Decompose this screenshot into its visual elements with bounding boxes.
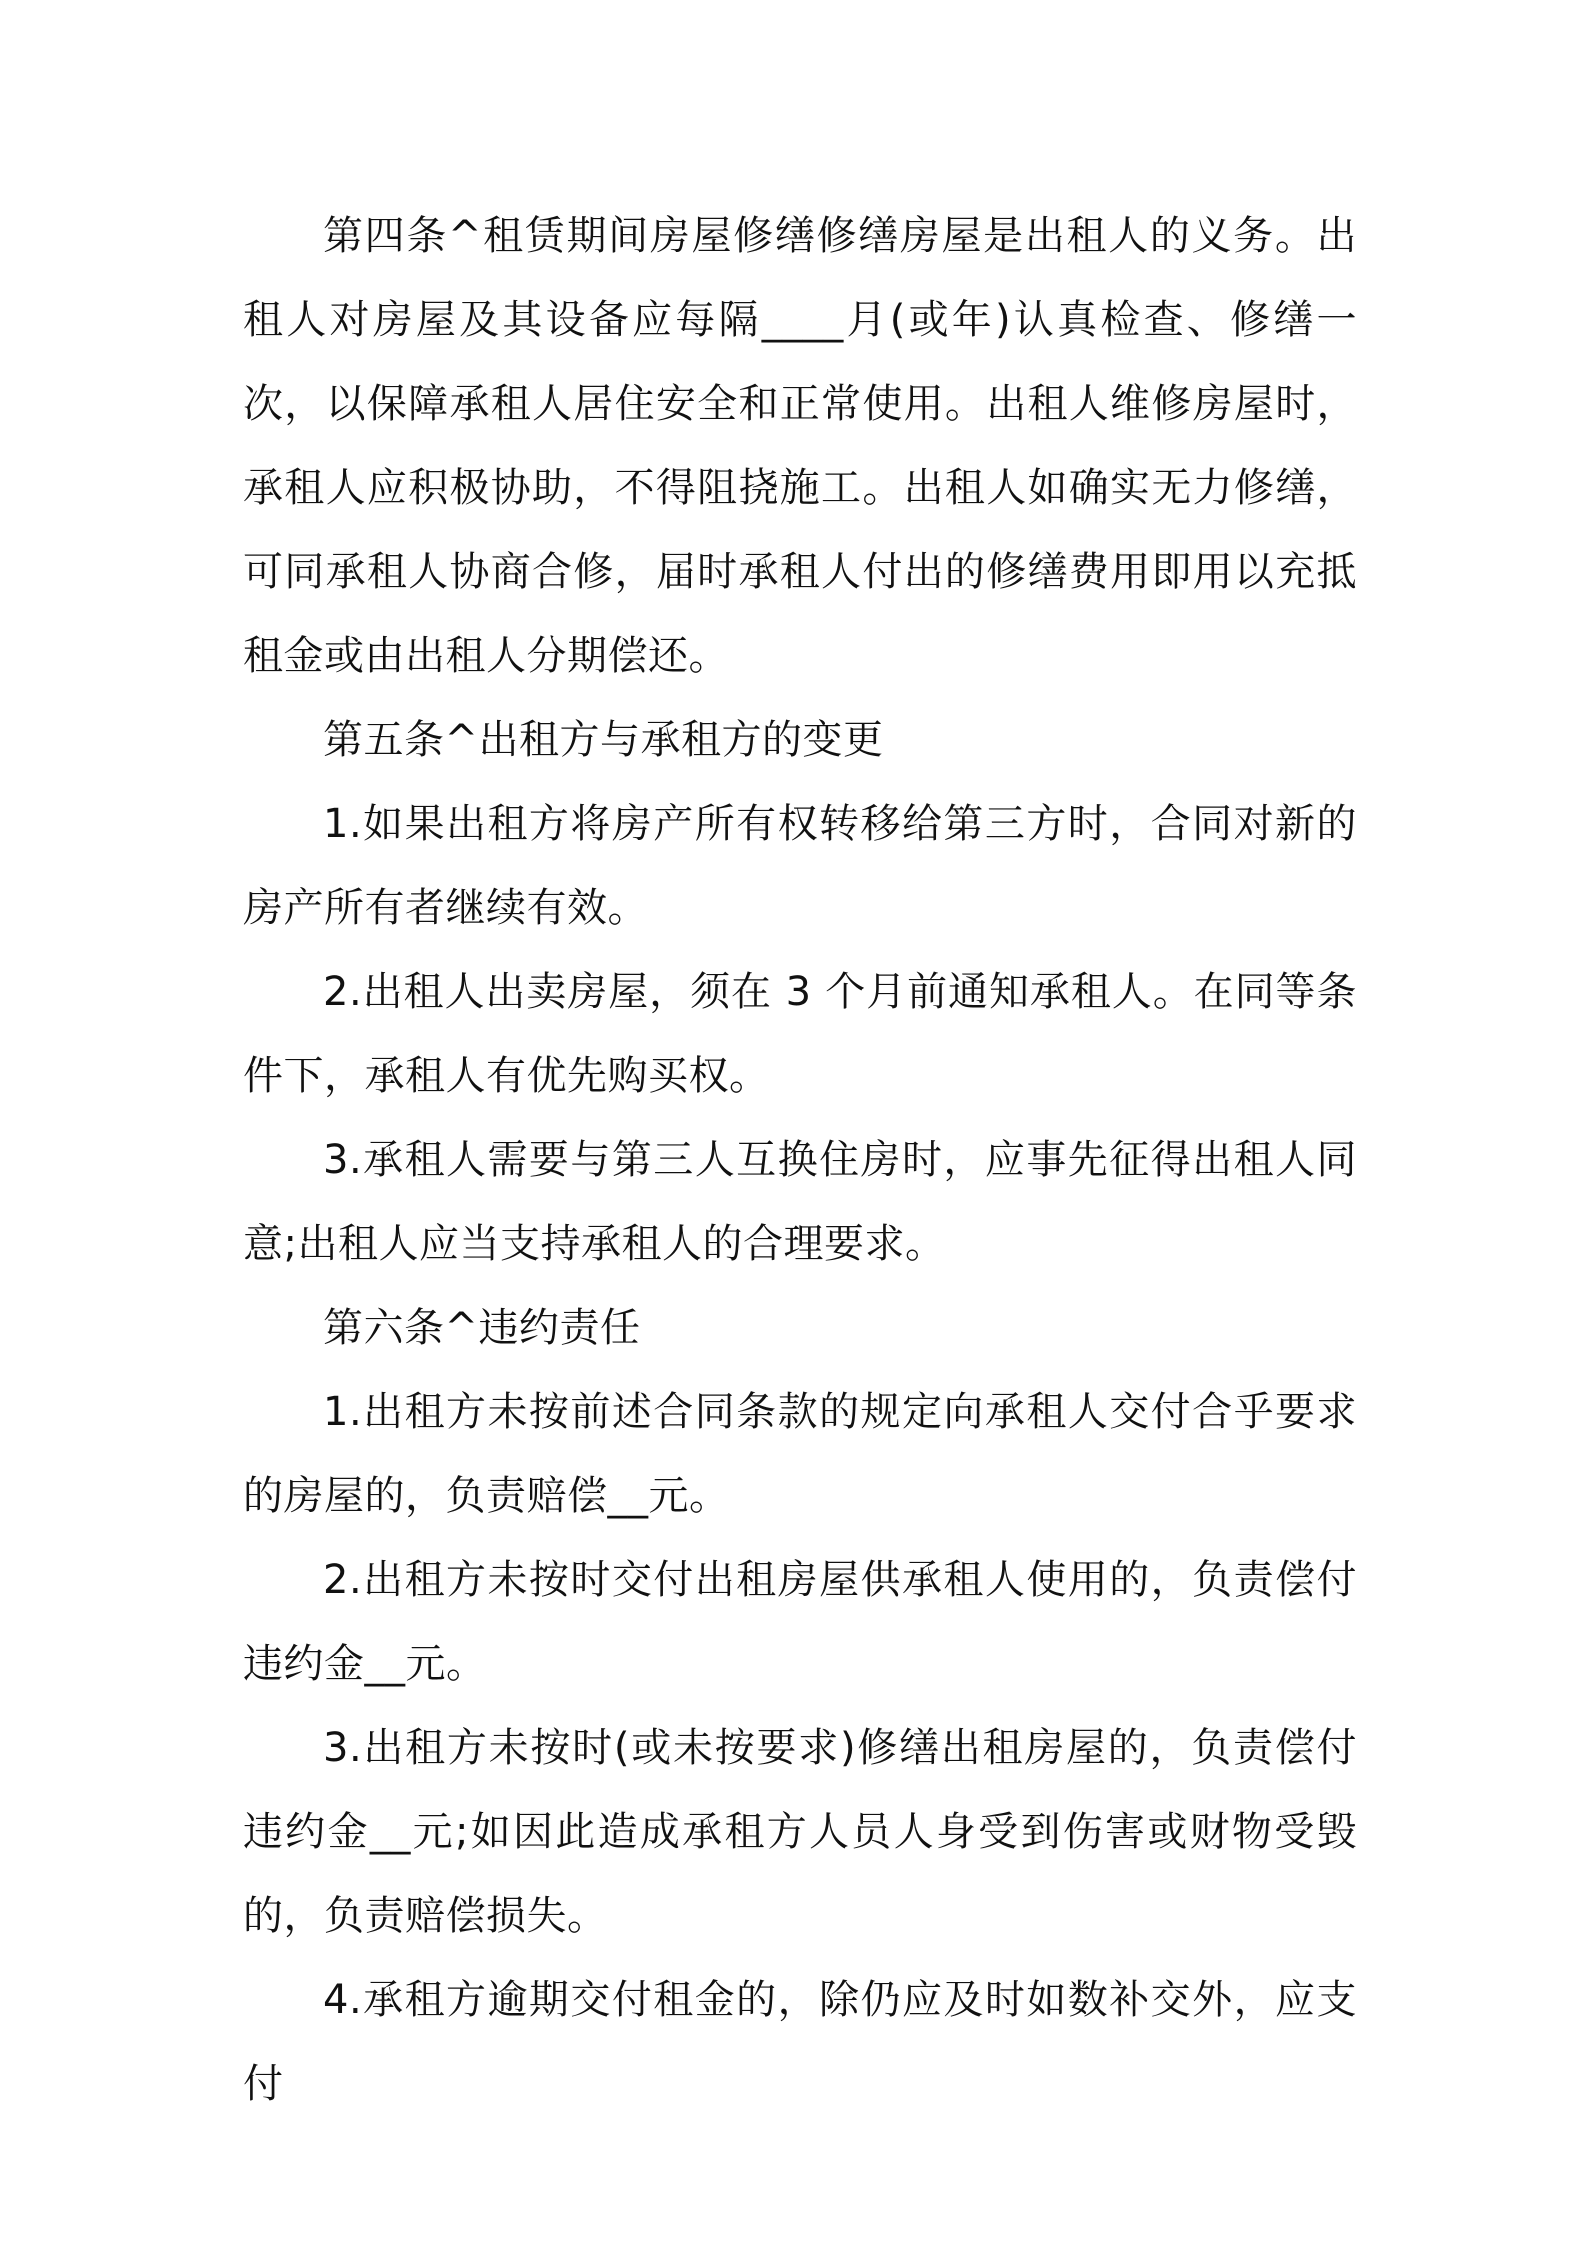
article-6-item-2: 2.出租方未按时交付出租房屋供承租人使用的，负责偿付违约金__元。	[243, 1557, 1357, 1687]
article-6-item-4: 4.承租方逾期交付租金的，除仍应及时如数补交外，应支付	[243, 1977, 1357, 2107]
article-5-heading: 第五条^出租方与承租方的变更	[323, 717, 884, 763]
document-body	[243, 194, 1357, 2126]
article-6-item-1: 1.出租方未按前述合同条款的规定向承租人交付合乎要求的房屋的，负责赔偿__元。	[243, 1389, 1357, 1519]
article-5-item-2: 2.出租人出卖房屋，须在 3 个月前通知承租人。在同等条件下，承租人有优先购买权。	[243, 969, 1357, 1099]
article-4-paragraph: 第四条^租赁期间房屋修缮修缮房屋是出租人的义务。出租人对房屋及其设备应每隔____月(或年)认真检查、修缮一次，以保障承租人居住安全和正常使用。出租人维修房屋时，承租人应积极协助，不得阻挠施工。出租人如确实无力修缮，可同承租人协商合修，届时承租人付出的修缮费用即用以充抵租金或由出租人分期偿还。	[243, 213, 1357, 679]
article-6-heading: 第六条^违约责任	[323, 1305, 641, 1351]
article-6-item-3: 3.出租方未按时(或未按要求)修缮出租房屋的，负责偿付违约金__元;如因此造成承租方人员人身受到伤害或财物受毁的，负责赔偿损失。	[243, 1725, 1357, 1939]
article-5-item-1: 1.如果出租方将房产所有权转移给第三方时，合同对新的房产所有者继续有效。	[243, 801, 1357, 931]
article-5-item-3: 3.承租人需要与第三人互换住房时，应事先征得出租人同意;出租人应当支持承租人的合理要求。	[243, 1137, 1357, 1267]
